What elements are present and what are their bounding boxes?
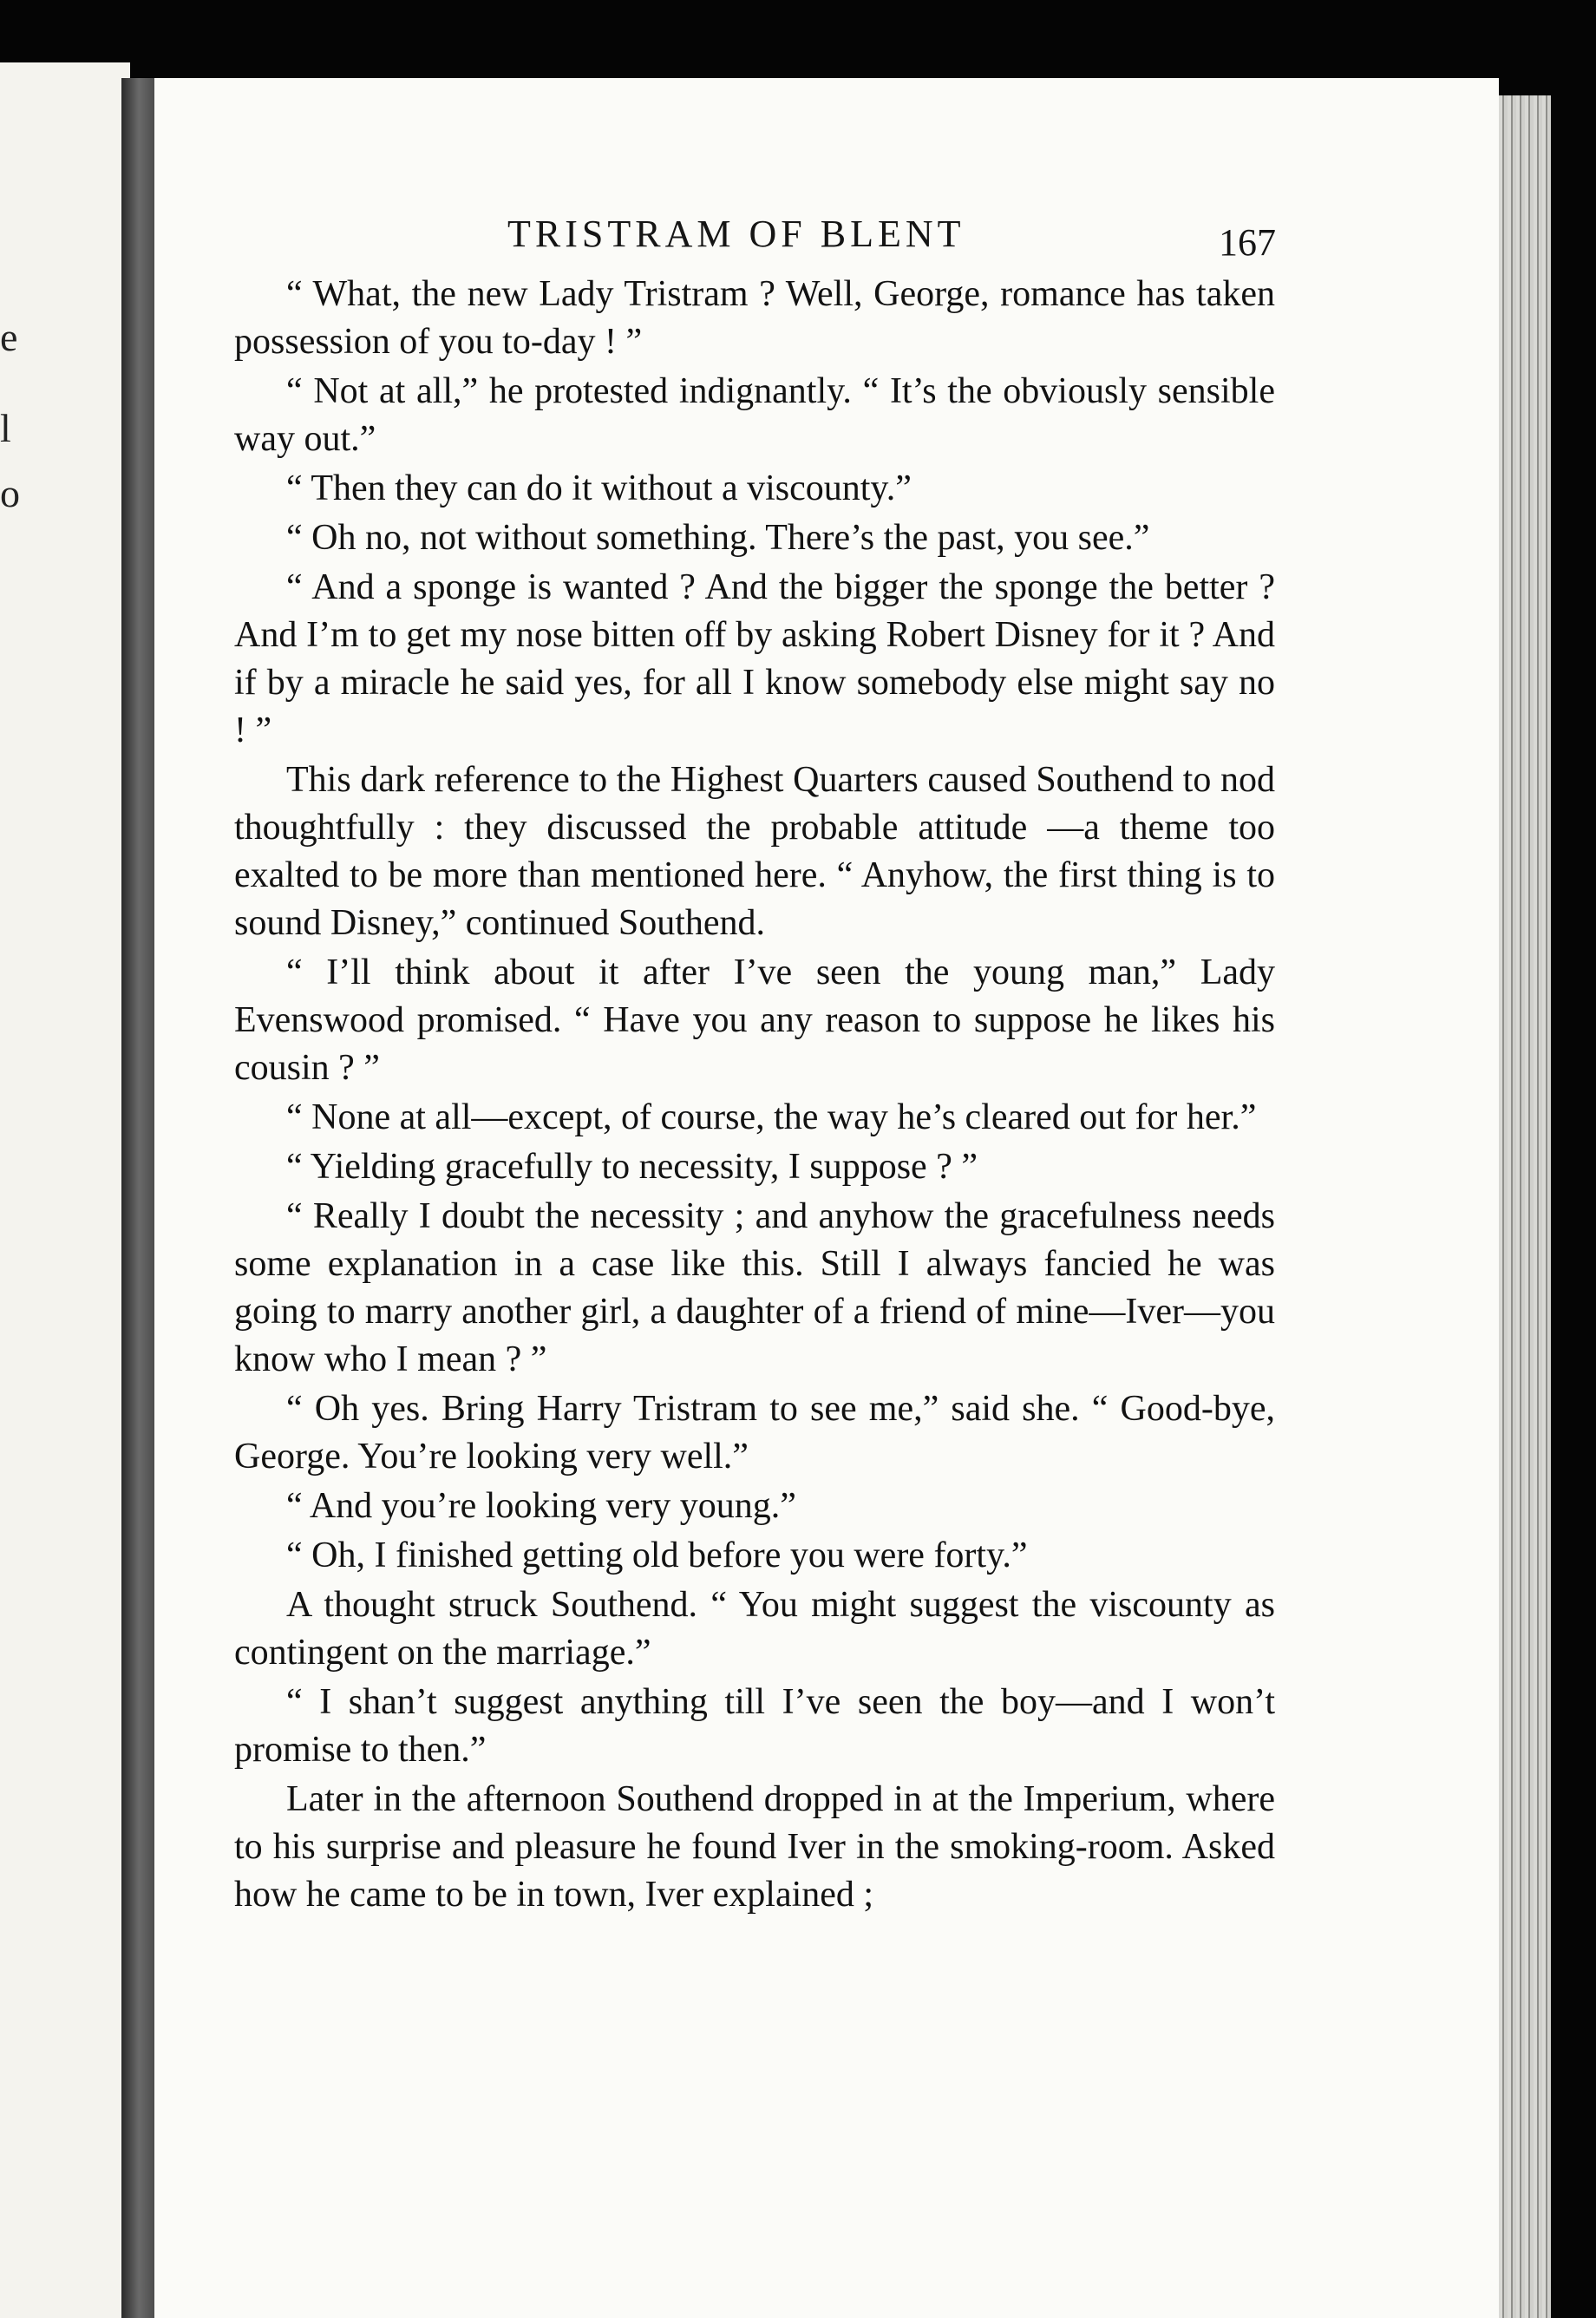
left-margin-letter: l [0, 406, 11, 450]
paragraph: “ I’ll think about it after I’ve seen the young man,” Lady Evenswood promised. “ Have you any reason to suppose he likes his cousin ? ” [234, 953, 1275, 1088]
paragraph: “ Oh, I finished getting old before you were forty.” [286, 1536, 1028, 1575]
paragraph: “ Yielding gracefully to necessity, I suppose ? ” [286, 1147, 978, 1187]
left-page-edge [0, 62, 130, 2318]
paragraph: “ Oh yes. Bring Harry Tristram to see me,” said she. “ Good-bye, George. You’re looking very well.” [234, 1389, 1275, 1477]
left-margin-letter: o [0, 471, 20, 515]
paragraph: This dark reference to the Highest Quarters caused Southend to nod thoughtfully : they discussed the probable attitude —a theme too exalted to be more than mentioned here. “ Anyhow, the first thing is to sound Disney,” continued Southend. [234, 760, 1275, 943]
page-stack-edge [1499, 95, 1551, 2318]
paragraph: A thought struck Southend. “ You might suggest the viscounty as contingent on the marriage.” [234, 1585, 1275, 1673]
paragraph: “ And you’re looking very young.” [286, 1486, 796, 1526]
paragraph: “ Oh no, not without something. There’s the past, you see.” [286, 518, 1150, 558]
paragraph: “ None at all—except, of course, the way he’s cleared out for her.” [286, 1097, 1257, 1137]
paragraph: “ I shan’t suggest anything till I’ve seen the boy—and I won’t promise to then.” [234, 1682, 1275, 1770]
book-gutter [121, 78, 156, 2318]
page-number: 167 [1219, 221, 1276, 264]
paragraph: “ Then they can do it without a viscounty.” [286, 468, 912, 508]
paragraph: Later in the afternoon Southend dropped in at the Imperium, where to his surprise and pleasure he found Iver in the smoking-room. Asked how he came to be in town, Iver explained ; [234, 1779, 1275, 1915]
paragraph: “ What, the new Lady Tristram ? Well, George, romance has taken possession of you to-day ! ” [234, 274, 1275, 362]
paragraph: “ Not at all,” he protested indignantly. “ It’s the obviously sensible way out.” [234, 371, 1275, 459]
left-margin-letter: e [0, 315, 18, 359]
running-header: TRISTRAM OF BLENT [507, 213, 965, 255]
paragraph: “ And a sponge is wanted ? And the bigger the sponge the better ? And I’m to get my nose bitten off by asking Robert Disney for it ? And if by a miracle he said yes, for all I know somebody else might say no ! ” [234, 567, 1275, 750]
body-text [234, 271, 1275, 1921]
paragraph: “ Really I doubt the necessity ; and anyhow the gracefulness needs some explanation in a case like this. Still I always fancied he was going to marry another girl, a daughter of a friend of mine—Iver—you know who I mean ? ” [234, 1196, 1275, 1379]
